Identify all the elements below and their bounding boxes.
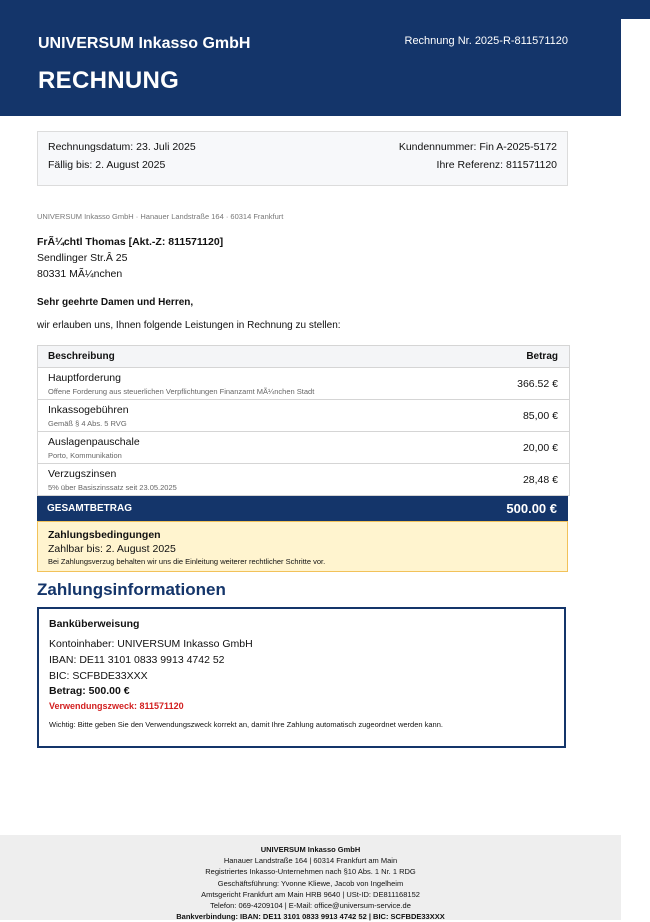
due-date: Fällig bis: 2. August 2025 [48,159,166,171]
invoice-date: Rechnungsdatum: 23. Juli 2025 [48,141,196,153]
column-amount: Betrag [526,351,558,362]
payment-amount: Betrag: 500.00 € [49,685,130,697]
customer-number: Kundennummer: Fin A-2025-5172 [398,141,557,153]
item-amount: 366.52 € [517,378,558,390]
item-label: Hauptforderung [48,372,121,384]
table-row [38,432,569,464]
footer-address: Hanauer Landstraße 164 | 60314 Frankfurt am Main [223,856,398,866]
top-edge-stripe [621,0,650,19]
payment-section-title: Zahlungsinformationen [37,580,226,599]
item-amount: 28,48 € [522,474,558,486]
footer-management: Geschäftsführung: Yvonne Kliewe, Jacob von Ingelheim [217,878,404,888]
iban: IBAN: DE11 3101 0833 9913 4742 52 [49,654,225,666]
footer-bank: Bankverbindung: IBAN: DE11 3101 0833 9913 4742 52 | BIC: SCFBDE33XXX [176,912,445,922]
bank-box-title: Banküberweisung [49,618,140,630]
total-amount: 500.00 € [506,501,557,516]
item-label: Inkassogebühren [48,404,129,416]
document-title: RECHNUNG [38,67,180,94]
line-items-table [37,345,570,496]
item-description: Offene Forderung aus steuerlichen Verpflichtungen Finanzamt MÃ¼nchen Stadt [48,387,315,396]
reference-number: Ihre Referenz: 811571120 [436,159,557,171]
recipient-name: FrÃ¼chtl Thomas [Akt.-Z: 811571120] [37,236,224,248]
account-holder: Kontoinhaber: UNIVERSUM Inkasso GmbH [49,638,253,650]
recipient-address [37,234,223,282]
terms-note: Bei Zahlungsverzug behalten wir uns die Einleitung weiterer rechtlicher Schritte vor. [48,557,326,566]
item-description: Gemäß § 4 Abs. 5 RVG [48,419,127,428]
item-description: 5% über Basiszinssatz seit 23.05.2025 [48,483,177,492]
sender-address-line: UNIVERSUM Inkasso GmbH · Hanauer Landstraße 164 · 60314 Frankfurt [37,212,284,221]
item-description: Porto, Kommunikation [48,451,122,460]
table-row [38,368,569,400]
payment-hint: Wichtig: Bitte geben Sie den Verwendungszweck korrekt an, damit Ihre Zahlung automatisch zugeordnet werden kann. [49,720,443,729]
greeting: Sehr geehrte Damen und Herren, [37,297,194,308]
invoice-number: Rechnung Nr. 2025-R-811571120 [404,35,568,47]
terms-title: Zahlungsbedingungen [48,529,161,541]
total-label: GESAMTBETRAG [47,503,132,514]
terms-due: Zahlbar bis: 2. August 2025 [48,543,176,555]
invoice-meta-box [37,131,568,186]
bic: BIC: SCFBDE33XXX [49,670,148,682]
footer-company: UNIVERSUM Inkasso GmbH [260,845,361,854]
table-row [38,400,569,432]
recipient-street: Sendlinger Str.Â 25 [37,252,128,264]
intro-text: wir erlauben uns, Ihnen folgende Leistungen in Rechnung zu stellen: [37,320,341,331]
table-header [38,346,569,368]
bank-transfer-box [37,607,566,748]
item-amount: 85,00 € [522,410,558,422]
invoice-header [0,0,621,116]
item-amount: 20,00 € [522,442,558,454]
page-footer [0,835,621,920]
column-description: Beschreibung [48,351,115,362]
footer-registration: Registriertes Inkasso-Unternehmen nach §10 Abs. 1 Nr. 1 RDG [205,867,416,877]
payment-terms-box [37,521,568,572]
payment-purpose: Verwendungszweck: 811571120 [49,701,184,711]
company-name: UNIVERSUM Inkasso GmbH [38,35,251,52]
footer-contact: Telefon: 069-4209104 | E-Mail: office@universum-service.de [210,901,411,911]
recipient-city: 80331 MÃ¼nchen [37,268,123,280]
total-row [37,496,568,521]
item-label: Verzugszinsen [48,468,117,480]
footer-court: Amtsgericht Frankfurt am Main HRB 9640 | USt-ID: DE811168152 [201,889,420,899]
table-row [38,464,569,496]
item-label: Auslagenpauschale [48,436,140,448]
